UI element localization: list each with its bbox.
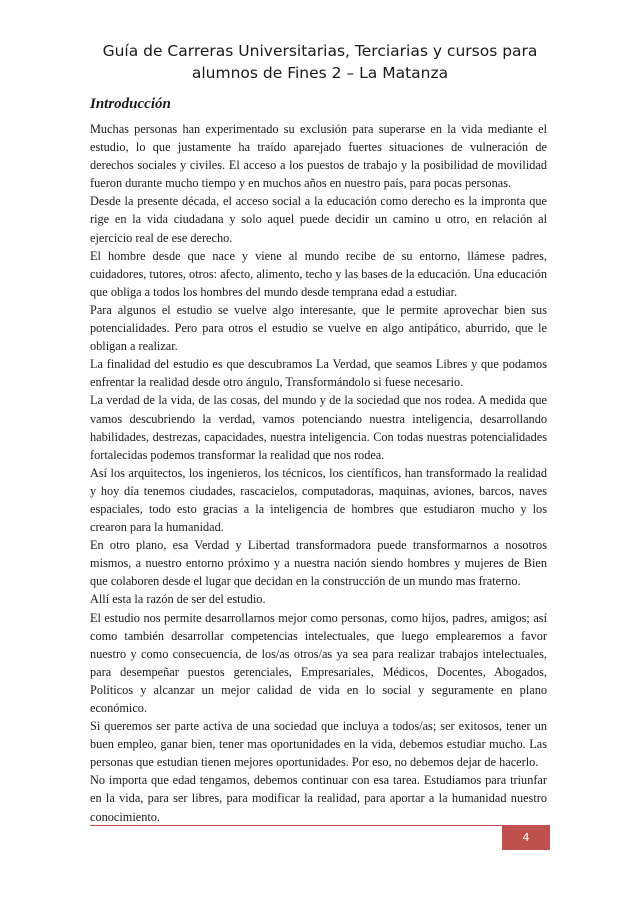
section-title: Introducción <box>90 96 171 112</box>
paragraph: La verdad de la vida, de las cosas, del mundo y de la sociedad que nos rodea. A medida que vamos descubriendo la verdad, vamos potenciando nuestra inteligencia, desarrollando habilidades, destrezas, capacidades, nuestra inteligencia. Con todas nuestras potencialidades fortalecidas podemos transformar la realidad que nos rodea. <box>90 393 547 462</box>
paragraph: No importa que edad tengamos, debemos continuar con esa tarea. Estudiamos para triunfar en la vida, para ser libres, para modificar la realidad, para aportar a la humanidad nuestro conocimiento. <box>90 773 547 824</box>
header-line-2: alumnos de Fines 2 – La Matanza <box>191 64 449 82</box>
paragraph: En otro plano, esa Verdad y Libertad transformadora puede transformarnos a nosotros mismos, a nuestro entorno próximo y a nuestra nación siendo hombres y mujeres de Bien que colaboren desde el lugar que decidan en la construcción de un mundo mas fraterno. <box>90 538 547 589</box>
header-line-1: Guía de Carreras Universitarias, Terciarias y cursos para <box>102 42 538 60</box>
paragraph: La finalidad del estudio es que descubramos La Verdad, que seamos Libres y que podamos enfrentar la realidad desde otro ángulo, Transformándolo si fuese necesario. <box>90 357 547 390</box>
paragraph: Muchas personas han experimentado su exclusión para superarse en la vida mediante el estudio, lo que justamente ha traído aparejado fuertes situaciones de vulneración de derechos sociales y civiles. El acceso a los puestos de trabajo y la posibilidad de movilidad fueron durante mucho tiempo y en muchos años en nuestro país, para pocas personas. <box>90 122 547 191</box>
paragraph: Desde la presente década, el acceso social a la educación como derecho es la impronta que rige en la vida ciudadana y solo aquel puede decidir un camino u otro, en relación al ejercicio real de ese derecho. <box>90 194 547 245</box>
paragraph: El hombre desde que nace y viene al mundo recibe de su entorno, llámese padres, cuidadores, tutores, otros: afecto, alimento, techo y las bases de la educación. Una educación que obliga a todos los hombres del mundo desde temprana edad a estudiar. <box>90 248 547 299</box>
paragraph: Allí esta la razón de ser del estudio. <box>90 592 266 607</box>
page-header <box>60 40 580 84</box>
paragraph: Si queremos ser parte activa de una sociedad que incluya a todos/as; ser exitosos, tener un buen empleo, ganar bien, tener mas oportunidades en la vida, debemos estudiar mucho. Las personas que estudian tienen mejores oportunidades. Por eso, no debemos dejar de hacerlo. <box>90 719 547 770</box>
footer-rule <box>90 825 550 826</box>
paragraph: Para algunos el estudio se vuelve algo interesante, que le permite aprovechar bien sus potencialidades. Pero para otros el estudio se vuelve en algo antipático, aburrido, que le obligan a realizar. <box>90 302 547 354</box>
page-number: 4 <box>502 826 550 850</box>
body-text <box>90 120 547 826</box>
paragraph: El estudio nos permite desarrollarnos mejor como personas, como hijos, padres, amigos; así como también desarrollar competencias intelectuales, que luego emplearemos a favor nuestro y como consecuencia, de los/as otros/as ya sea para realizar trabajos intelectuales, para desempeñar puestos gerenciales, Empresariales, Médicos, Docentes, Abogados, Políticos y alcanzar un mejor calidad de vida en lo social y seguramente en plano económico. <box>90 610 547 715</box>
paragraph: Así los arquitectos, los ingenieros, los técnicos, los científicos, han transformado la realidad y hoy día tenemos ciudades, rascacielos, computadoras, maquinas, aviones, barcos, naves espaciales, todo esto gracias a la inteligencia de hombres que estudiaron mucho y los crearon para la humanidad. <box>90 465 547 535</box>
